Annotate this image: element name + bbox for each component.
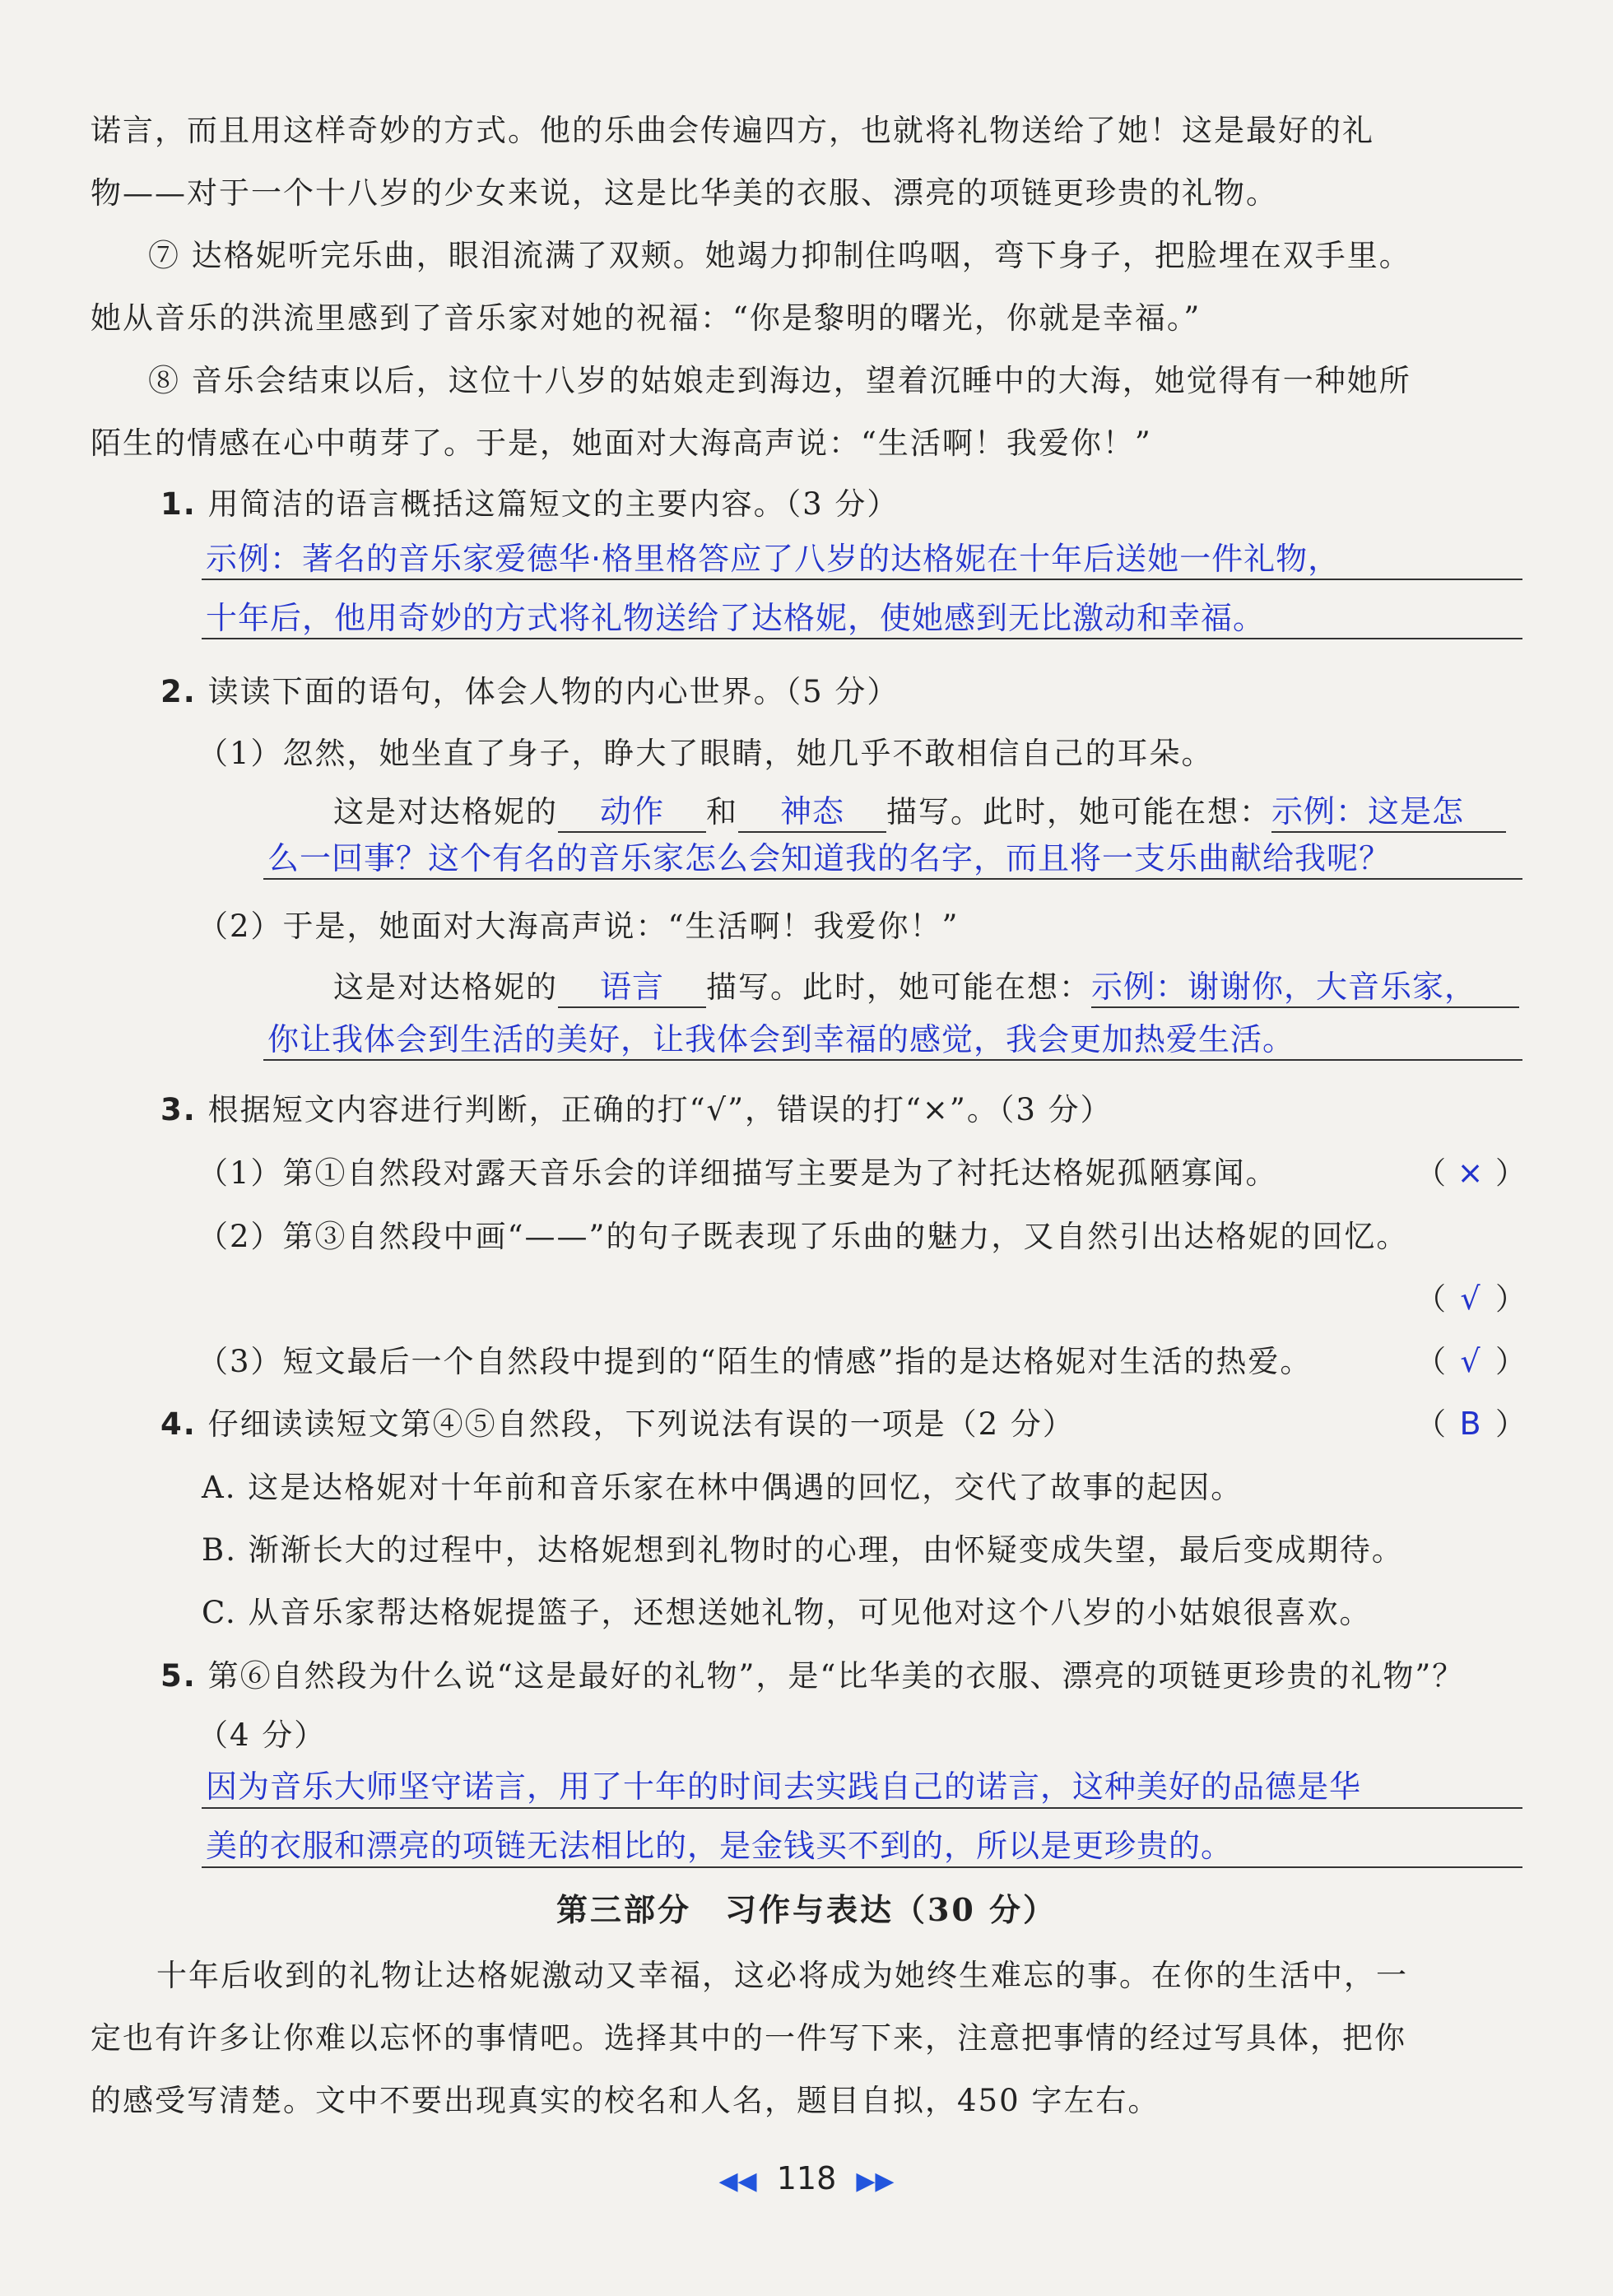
answer-line: 十年后，他用奇妙的方式将礼物送给了达格妮，使她感到无比激动和幸福。: [206, 600, 1266, 636]
answer-rule: [202, 579, 1522, 580]
question-1: [160, 479, 899, 523]
blank-answer: 神态: [738, 786, 886, 833]
answer-parentheses: （ √ ）: [1415, 1343, 1526, 1379]
answer-rule: [202, 638, 1522, 639]
answer-parentheses: （ × ）: [1415, 1155, 1526, 1191]
fill-in-line: 这是对达格妮的 动作 和 神态 描写。此时，她可能在想：示例：这是怎: [333, 786, 1506, 833]
answer-rule: [202, 1807, 1522, 1809]
answer-parentheses: （ B ）: [1415, 1406, 1526, 1442]
sub-question-2: （2）于是，她面对大海高声说：“生活啊！我爱你！”: [198, 909, 960, 944]
question-4: [160, 1399, 1075, 1443]
answer-rule: [263, 1059, 1522, 1061]
choice-answer: B: [1459, 1406, 1482, 1442]
question-number: 4.: [160, 1406, 197, 1442]
judge-mark: √: [1460, 1343, 1481, 1379]
question-text: 第⑥自然段为什么说“这是最好的礼物”，是“比华美的衣服、漂亮的项链更珍贵的礼物”？: [207, 1658, 1465, 1694]
blank-answer: 动作: [558, 786, 706, 833]
question-3: [160, 1085, 1113, 1129]
option-c: C. 从音乐家帮达格妮提篮子，还想送她礼物，可见他对这个八岁的小姑娘很喜欢。: [202, 1595, 1372, 1630]
writing-prompt-line: 定也有许多让你难以忘怀的事情吧。选择其中的一件写下来，注意把事情的经过写具体，把你: [91, 2020, 1406, 2056]
answer-line: 你让我体会到生活的美好，让我体会到幸福的感觉，我会更加热爱生活。: [267, 1021, 1295, 1057]
question-number: 1.: [160, 486, 197, 522]
judge-mark: √: [1460, 1280, 1481, 1317]
page-footer: [0, 2160, 1613, 2196]
paragraph-8-cont: 陌生的情感在心中萌芽了。于是，她面对大海高声说：“生活啊！我爱你！”: [91, 425, 1152, 461]
writing-prompt-line: 的感受写清楚。文中不要出现真实的校名和人名，题目自拟，450 字左右。: [91, 2083, 1160, 2118]
blank-answer: 语言: [558, 961, 706, 1008]
question-text: 用简洁的语言概括这篇短文的主要内容。（3 分）: [207, 486, 899, 522]
fill-in-line: 这是对达格妮的 语言 描写。此时，她可能在想：示例：谢谢你，大音乐家，: [333, 961, 1519, 1008]
answer-line: 么一回事？这个有名的音乐家怎么会知道我的名字，而且将一支乐曲献给我呢？: [267, 840, 1392, 876]
left-arrows-icon: ◀◀: [718, 2167, 757, 2196]
option-b: B. 渐渐长大的过程中，达格妮想到礼物时的心理，由怀疑变成失望，最后变成期待。: [202, 1532, 1404, 1568]
page-number: 118: [776, 2160, 837, 2196]
answer-line: 因为音乐大师坚守诺言，用了十年的时间去实践自己的诺言，这种美好的品德是华: [206, 1768, 1362, 1805]
question-score: （4 分）: [198, 1717, 327, 1753]
judge-item: （2）第③自然段中画“——”的句子既表现了乐曲的魅力，又自然引出达格妮的回忆。: [198, 1219, 1409, 1254]
answer-rule: [202, 1866, 1522, 1868]
question-number: 5.: [160, 1658, 197, 1694]
question-2: [160, 667, 899, 711]
writing-prompt-line: 十年后收到的礼物让达格妮激动又幸福，这必将成为她终生难忘的事。在你的生活中，一: [156, 1958, 1408, 1993]
answer-line: 示例：著名的音乐家爱德华·格里格答应了八岁的达格妮在十年后送她一件礼物，: [206, 541, 1341, 577]
answer-line: 美的衣服和漂亮的项链无法相比的，是金钱买不到的，所以是更珍贵的。: [206, 1828, 1234, 1864]
answer-text: 示例：这是怎: [1271, 786, 1506, 833]
question-number: 2.: [160, 674, 197, 709]
question-text: 读读下面的语句，体会人物的内心世界。（5 分）: [207, 674, 899, 709]
judge-item: （1）第①自然段对露天音乐会的详细描写主要是为了衬托达格妮孤陋寡闻。: [198, 1155, 1278, 1191]
paragraph-8: ⑧ 音乐会结束以后，这位十八岁的姑娘走到海边，望着沉睡中的大海，她觉得有一种她所: [148, 363, 1411, 398]
question-5: [160, 1651, 1464, 1695]
answer-text: 示例：谢谢你，大音乐家，: [1091, 961, 1519, 1008]
sub-question-1: （1）忽然，她坐直了身子，睁大了眼睛，她几乎不敢相信自己的耳朵。: [198, 736, 1214, 771]
passage-line: 诺言，而且用这样奇妙的方式。他的乐曲会传遍四方，也就将礼物送给了她！这是最好的礼: [91, 113, 1374, 148]
question-number: 3.: [160, 1092, 197, 1127]
option-a: A. 这是达格妮对十年前和音乐家在林中偶遇的回忆，交代了故事的起因。: [202, 1470, 1243, 1505]
paragraph-7: ⑦ 达格妮听完乐曲，眼泪流满了双颊。她竭力抑制住呜咽，弯下身子，把脸埋在双手里。: [148, 238, 1411, 273]
judge-item: （3）短文最后一个自然段中提到的“陌生的情感”指的是达格妮对生活的热爱。: [198, 1344, 1313, 1379]
right-arrows-icon: ▶▶: [856, 2167, 895, 2196]
answer-parentheses: （ √ ）: [1415, 1280, 1526, 1317]
passage-line: 物——对于一个十八岁的少女来说，这是比华美的衣服、漂亮的项链更珍贵的礼物。: [91, 175, 1278, 211]
judge-mark: ×: [1457, 1155, 1485, 1191]
paragraph-7-cont: 她从音乐的洪流里感到了音乐家对她的祝福：“你是黎明的曙光，你就是幸福。”: [91, 300, 1202, 336]
answer-rule: [263, 878, 1522, 880]
question-text: 仔细读读短文第④⑤自然段，下列说法有误的一项是（2 分）: [207, 1406, 1075, 1442]
section-heading: 第三部分 习作与表达（30 分）: [555, 1891, 1058, 1928]
question-text: 根据短文内容进行判断，正确的打“√”，错误的打“×”。（3 分）: [207, 1092, 1113, 1127]
